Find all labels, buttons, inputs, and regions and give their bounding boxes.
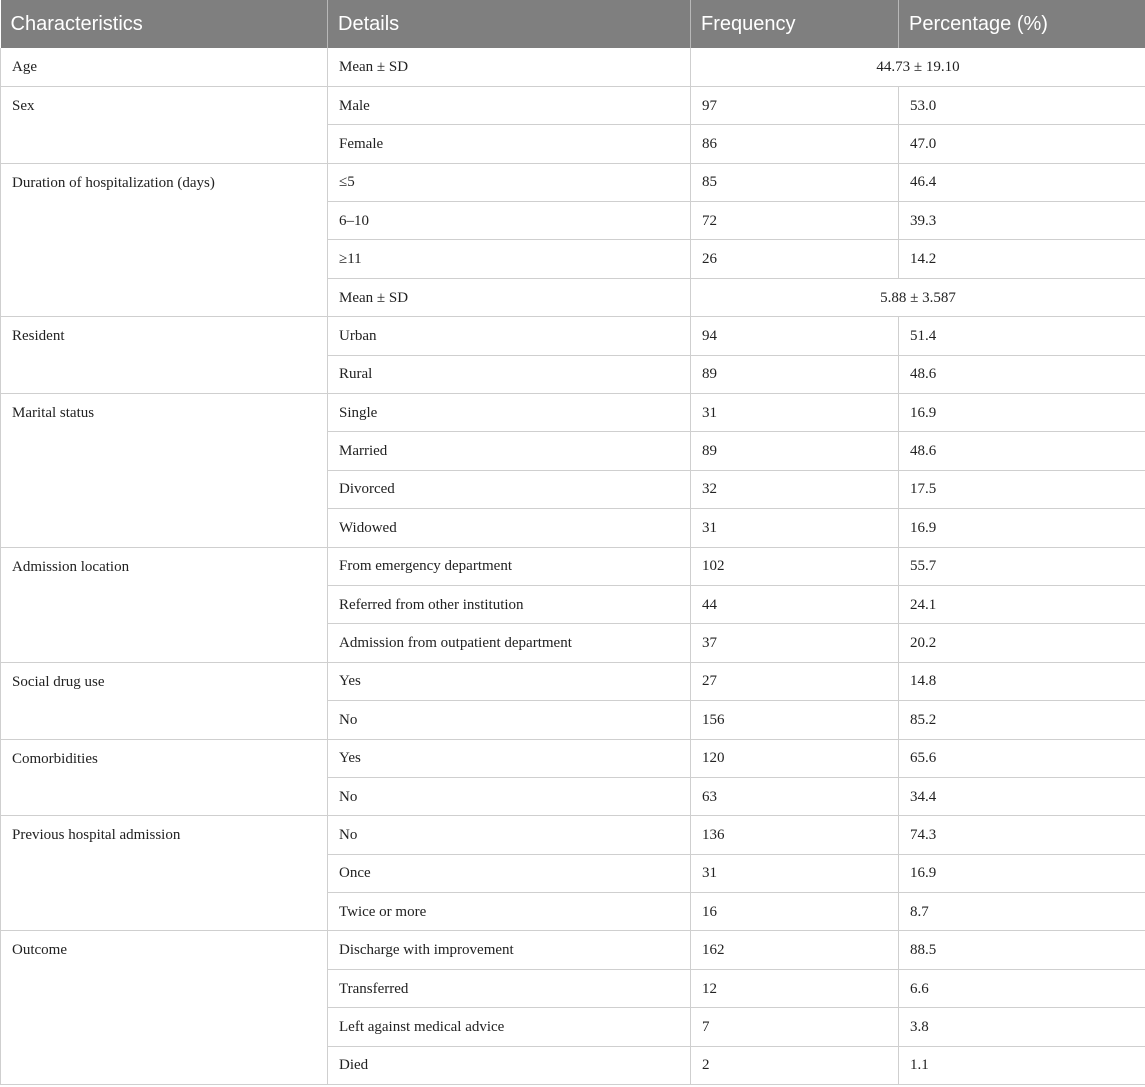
characteristic-cell: Admission location bbox=[1, 547, 328, 662]
characteristic-cell: Comorbidities bbox=[1, 739, 328, 816]
frequency-cell: 102 bbox=[691, 547, 899, 585]
detail-cell: Transferred bbox=[328, 969, 691, 1007]
detail-cell: Yes bbox=[328, 662, 691, 700]
characteristic-cell: Previous hospital admission bbox=[1, 816, 328, 931]
detail-cell: Once bbox=[328, 854, 691, 892]
percentage-cell: 1.1 bbox=[899, 1046, 1145, 1084]
detail-cell: Urban bbox=[328, 317, 691, 355]
detail-cell: Female bbox=[328, 125, 691, 163]
detail-cell: Mean ± SD bbox=[328, 48, 691, 86]
frequency-cell: 32 bbox=[691, 470, 899, 508]
percentage-cell: 88.5 bbox=[899, 931, 1145, 969]
table-row bbox=[1, 86, 1145, 124]
detail-cell: Referred from other institution bbox=[328, 585, 691, 623]
percentage-cell: 55.7 bbox=[899, 547, 1145, 585]
table-row bbox=[1, 662, 1145, 700]
percentage-cell: 17.5 bbox=[899, 470, 1145, 508]
percentage-cell: 65.6 bbox=[899, 739, 1145, 777]
percentage-cell: 14.2 bbox=[899, 240, 1145, 278]
percentage-cell: 48.6 bbox=[899, 432, 1145, 470]
mean-sd-cell: 5.88 ± 3.587 bbox=[691, 278, 1145, 316]
detail-cell: Yes bbox=[328, 739, 691, 777]
percentage-cell: 16.9 bbox=[899, 509, 1145, 547]
detail-cell: ≤5 bbox=[328, 163, 691, 201]
frequency-cell: 12 bbox=[691, 969, 899, 1007]
percentage-cell: 24.1 bbox=[899, 585, 1145, 623]
header-frequency: Frequency bbox=[691, 0, 899, 48]
header-characteristics: Characteristics bbox=[1, 0, 328, 48]
detail-cell: From emergency department bbox=[328, 547, 691, 585]
detail-cell: No bbox=[328, 816, 691, 854]
detail-cell: Single bbox=[328, 394, 691, 432]
percentage-cell: 51.4 bbox=[899, 317, 1145, 355]
characteristic-cell: Duration of hospitalization (days) bbox=[1, 163, 328, 317]
frequency-cell: 31 bbox=[691, 854, 899, 892]
characteristic-cell: Sex bbox=[1, 86, 328, 163]
frequency-cell: 94 bbox=[691, 317, 899, 355]
characteristic-cell: Outcome bbox=[1, 931, 328, 1085]
percentage-cell: 53.0 bbox=[899, 86, 1145, 124]
table-row bbox=[1, 931, 1145, 969]
frequency-cell: 89 bbox=[691, 432, 899, 470]
detail-cell: Male bbox=[328, 86, 691, 124]
detail-cell: No bbox=[328, 777, 691, 815]
percentage-cell: 6.6 bbox=[899, 969, 1145, 1007]
detail-cell: Married bbox=[328, 432, 691, 470]
header-percentage: Percentage (%) bbox=[899, 0, 1145, 48]
frequency-cell: 16 bbox=[691, 893, 899, 931]
frequency-cell: 2 bbox=[691, 1046, 899, 1084]
percentage-cell: 14.8 bbox=[899, 662, 1145, 700]
detail-cell: Twice or more bbox=[328, 893, 691, 931]
frequency-cell: 31 bbox=[691, 509, 899, 547]
detail-cell: Died bbox=[328, 1046, 691, 1084]
table-row bbox=[1, 816, 1145, 854]
mean-sd-cell: 44.73 ± 19.10 bbox=[691, 48, 1145, 86]
characteristic-cell: Marital status bbox=[1, 394, 328, 548]
table-row bbox=[1, 547, 1145, 585]
table-row bbox=[1, 317, 1145, 355]
percentage-cell: 48.6 bbox=[899, 355, 1145, 393]
frequency-cell: 85 bbox=[691, 163, 899, 201]
table-row bbox=[1, 739, 1145, 777]
percentage-cell: 46.4 bbox=[899, 163, 1145, 201]
detail-cell: Divorced bbox=[328, 470, 691, 508]
characteristic-cell: Age bbox=[1, 48, 328, 86]
percentage-cell: 3.8 bbox=[899, 1008, 1145, 1046]
frequency-cell: 156 bbox=[691, 701, 899, 739]
frequency-cell: 72 bbox=[691, 202, 899, 240]
header-details: Details bbox=[328, 0, 691, 48]
percentage-cell: 39.3 bbox=[899, 202, 1145, 240]
frequency-cell: 89 bbox=[691, 355, 899, 393]
frequency-cell: 26 bbox=[691, 240, 899, 278]
percentage-cell: 34.4 bbox=[899, 777, 1145, 815]
frequency-cell: 120 bbox=[691, 739, 899, 777]
frequency-cell: 63 bbox=[691, 777, 899, 815]
percentage-cell: 20.2 bbox=[899, 624, 1145, 662]
detail-cell: Admission from outpatient department bbox=[328, 624, 691, 662]
detail-cell: ≥11 bbox=[328, 240, 691, 278]
detail-cell: Rural bbox=[328, 355, 691, 393]
frequency-cell: 27 bbox=[691, 662, 899, 700]
percentage-cell: 85.2 bbox=[899, 701, 1145, 739]
frequency-cell: 162 bbox=[691, 931, 899, 969]
detail-cell: 6–10 bbox=[328, 202, 691, 240]
detail-cell: Widowed bbox=[328, 509, 691, 547]
frequency-cell: 136 bbox=[691, 816, 899, 854]
percentage-cell: 16.9 bbox=[899, 854, 1145, 892]
frequency-cell: 86 bbox=[691, 125, 899, 163]
frequency-cell: 31 bbox=[691, 394, 899, 432]
table-row bbox=[1, 394, 1145, 432]
frequency-cell: 97 bbox=[691, 86, 899, 124]
detail-cell: Discharge with improvement bbox=[328, 931, 691, 969]
percentage-cell: 16.9 bbox=[899, 394, 1145, 432]
percentage-cell: 47.0 bbox=[899, 125, 1145, 163]
header-row bbox=[1, 0, 1145, 48]
frequency-cell: 44 bbox=[691, 585, 899, 623]
detail-cell: Mean ± SD bbox=[328, 278, 691, 316]
detail-cell: Left against medical advice bbox=[328, 1008, 691, 1046]
table-row bbox=[1, 163, 1145, 201]
table-header bbox=[1, 0, 1145, 48]
percentage-cell: 8.7 bbox=[899, 893, 1145, 931]
frequency-cell: 37 bbox=[691, 624, 899, 662]
characteristic-cell: Social drug use bbox=[1, 662, 328, 739]
table-body bbox=[1, 48, 1145, 1085]
table-row bbox=[1, 48, 1145, 86]
frequency-cell: 7 bbox=[691, 1008, 899, 1046]
percentage-cell: 74.3 bbox=[899, 816, 1145, 854]
characteristic-cell: Resident bbox=[1, 317, 328, 394]
detail-cell: No bbox=[328, 701, 691, 739]
